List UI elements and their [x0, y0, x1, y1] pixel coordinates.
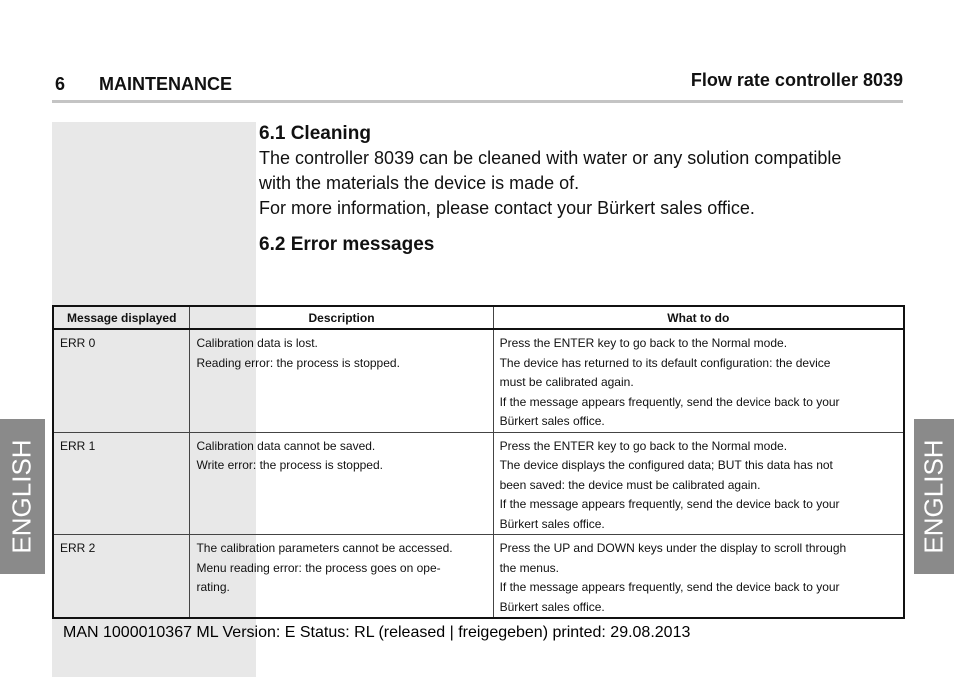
language-tab-left-label: ENGLISH [7, 439, 37, 554]
language-tab-left [0, 419, 45, 574]
todo-line: If the message appears frequently, send the device back to your [499, 394, 840, 409]
description-line: Calibration data is lost. [196, 336, 318, 350]
cell-todo [493, 329, 904, 432]
todo-line: The device displays the configured data; BUT this data has not [499, 458, 833, 472]
header-what-to-do: What to do [493, 306, 904, 329]
message-code: ERR 2 [60, 541, 96, 555]
table-header-row [53, 306, 904, 329]
cell-message [53, 432, 190, 535]
page-header [52, 70, 903, 100]
chapter-number: 6 [55, 74, 66, 94]
section-cleaning-heading: 6.1 Cleaning [259, 123, 371, 144]
cell-message [53, 329, 190, 432]
document-footer: MAN 1000010367 ML Version: E Status: RL (released | freigegeben) printed: 29.08.2013 [63, 624, 691, 641]
todo-line: Press the ENTER key to go back to the Normal mode. [499, 438, 788, 453]
todo-line: must be calibrated again. [499, 375, 634, 389]
cleaning-line-1: The controller 8039 can be cleaned with water or any solution compatible [259, 148, 842, 168]
chapter-title: MAINTENANCE [99, 74, 232, 94]
header-message-displayed: Message displayed [53, 306, 190, 329]
todo-line: Press the ENTER key to go back to the Normal mode. [499, 336, 788, 350]
todo-line: Bürkert sales office. [499, 414, 605, 428]
cell-description [190, 329, 493, 432]
product-title: Flow rate controller 8039 [690, 70, 903, 90]
cell-todo [493, 535, 904, 619]
cell-description [190, 432, 493, 535]
main-content [259, 122, 909, 257]
todo-line: The device has returned to its default configuration: the device [499, 355, 831, 370]
table-row [53, 535, 904, 619]
cell-todo [493, 432, 904, 535]
language-tab-right-label: ENGLISH [918, 439, 949, 554]
description-line: The calibration parameters cannot be accessed. [196, 541, 453, 555]
message-code: ERR 1 [60, 438, 96, 453]
todo-line: Bürkert sales office. [499, 516, 605, 531]
todo-line: been saved: the device must be calibrated again. [499, 477, 761, 492]
section-errors-heading: 6.2 Error messages [259, 234, 435, 255]
cleaning-line-2: with the materials the device is made of. [259, 173, 580, 193]
language-tab-right [914, 419, 954, 574]
description-line: Calibration data cannot be saved. [196, 438, 376, 453]
todo-line: the menus. [499, 560, 559, 575]
description-line: Reading error: the process is stopped. [196, 355, 400, 370]
message-code: ERR 0 [60, 336, 96, 350]
todo-line: Bürkert sales office. [499, 599, 605, 614]
todo-line: If the message appears frequently, send the device back to your [499, 497, 840, 511]
header-description: Description [190, 306, 493, 329]
description-line: Write error: the process is stopped. [196, 458, 383, 472]
todo-line: Press the UP and DOWN keys under the display to scroll through [499, 541, 847, 555]
cleaning-line-3: For more information, please contact your Bürkert sales office. [259, 198, 755, 218]
table-row [53, 432, 904, 535]
description-line: rating. [196, 580, 230, 594]
error-messages-table [52, 305, 905, 619]
table-row [53, 329, 904, 432]
todo-line: If the message appears frequently, send the device back to your [499, 580, 840, 594]
header-divider [52, 100, 903, 103]
description-line: Menu reading error: the process goes on ope- [196, 560, 441, 575]
cell-description [190, 535, 493, 619]
cell-message [53, 535, 190, 619]
